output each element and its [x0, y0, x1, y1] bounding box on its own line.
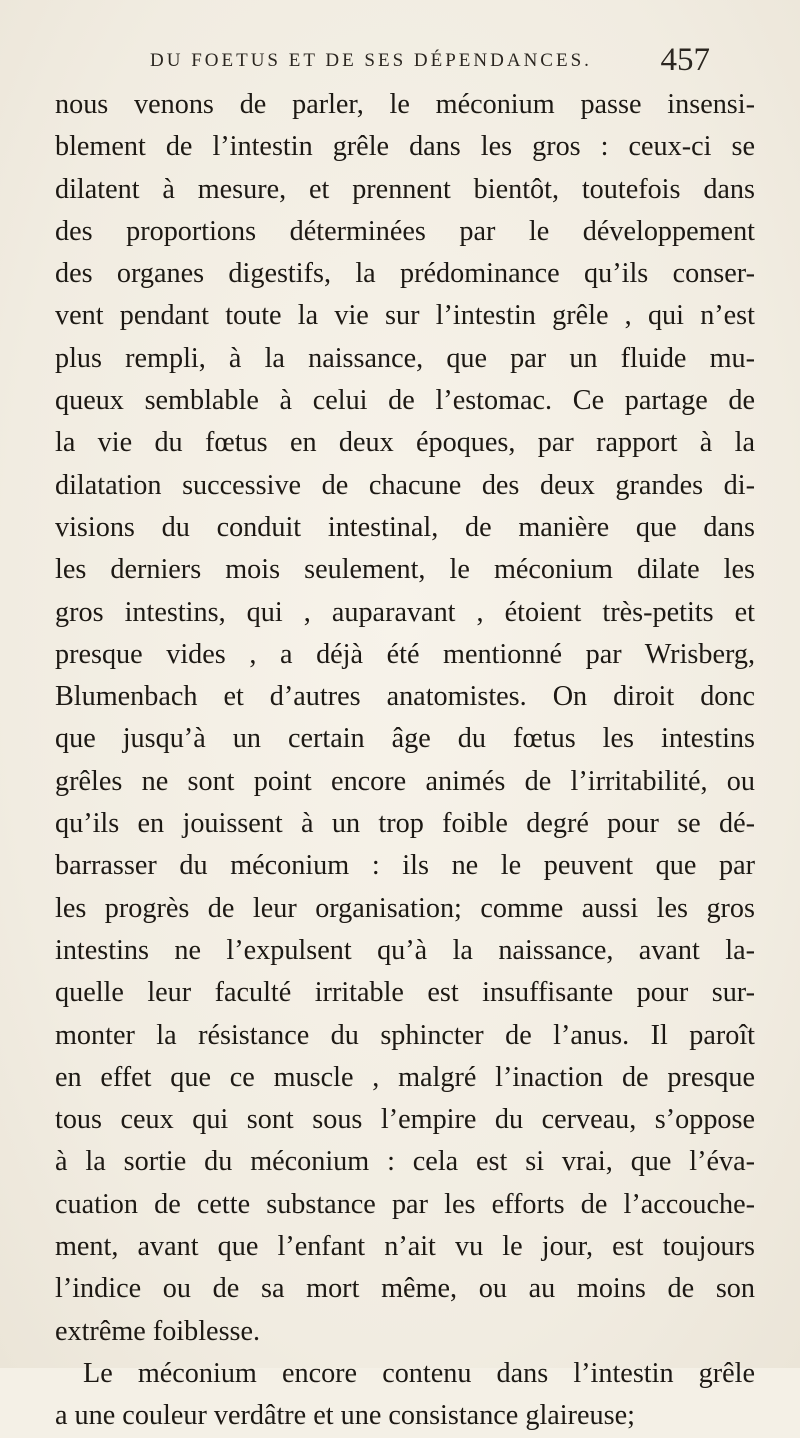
text-line: les progrès de leur organisation; comme aussi les gros — [55, 892, 755, 924]
text-line: queux semblable à celui de l’estomac. Ce partage de — [55, 385, 755, 417]
text-line: qu’ils en jouissent à un trop foible degré pour se dé- — [55, 808, 755, 840]
text-line: quelle leur faculté irritable est insuffisante pour sur- — [55, 977, 755, 1009]
text-line: visions du conduit intestinal, de manière que dans — [55, 511, 755, 543]
text-line: grêles ne sont point encore animés de l’irritabilité, ou — [55, 765, 755, 797]
body-text — [55, 84, 755, 1438]
text-line: Le méconium encore contenu dans l’intestin grêle — [83, 1357, 755, 1389]
text-line: à la sortie du méconium : cela est si vrai, que l’éva- — [55, 1146, 755, 1178]
text-line: presque vides , a déjà été mentionné par Wrisberg, — [55, 638, 755, 670]
text-line: en effet que ce muscle , malgré l’inaction de presque — [55, 1061, 755, 1093]
text-line: la vie du fœtus en deux époques, par rapport à la — [55, 427, 755, 459]
text-line: tous ceux qui sont sous l’empire du cerveau, s’oppose — [55, 1104, 755, 1136]
text-line: monter la résistance du sphincter de l’anus. Il paroît — [55, 1019, 755, 1051]
text-line: dilatation successive de chacune des deux grandes di- — [55, 469, 755, 501]
text-line: cuation de cette substance par les efforts de l’accouche- — [55, 1188, 755, 1220]
text-line: Blumenbach et d’autres anatomistes. On diroit donc — [55, 681, 755, 713]
page-number: 457 — [660, 42, 710, 78]
text-line: gros intestins, qui , auparavant , étoient très-petits et — [55, 596, 755, 628]
text-line: blement de l’intestin grêle dans les gros : ceux-ci se — [55, 131, 755, 163]
text-line: ment, avant que l’enfant n’ait vu le jour, est toujours — [55, 1231, 755, 1263]
running-head: DU FOETUS ET DE SES DÉPENDANCES. — [150, 50, 592, 71]
text-line: nous venons de parler, le méconium passe insensi- — [55, 89, 755, 120]
text-line: dilatent à mesure, et prennent bientôt, toutefois dans — [55, 173, 755, 205]
text-line: a une couleur verdâtre et une consistance glaireuse; — [55, 1400, 635, 1432]
text-line: des organes digestifs, la prédominance qu’ils conser- — [55, 258, 755, 290]
text-line: vent pendant toute la vie sur l’intestin grêle , qui n’est — [55, 300, 755, 332]
text-line: extrême foiblesse. — [55, 1315, 261, 1347]
text-line: que jusqu’à un certain âge du fœtus les intestins — [55, 723, 755, 755]
text-line: des proportions déterminées par le développement — [55, 215, 755, 247]
text-line: intestins ne l’expulsent qu’à la naissance, avant la- — [55, 934, 755, 966]
text-line: l’indice ou de sa mort même, ou au moins de son — [55, 1273, 755, 1305]
text-line: barrasser du méconium : ils ne le peuvent que par — [55, 850, 755, 882]
text-line: plus rempli, à la naissance, que par un fluide mu- — [55, 342, 755, 374]
text-line: les derniers mois seulement, le méconium dilate les — [55, 554, 755, 586]
